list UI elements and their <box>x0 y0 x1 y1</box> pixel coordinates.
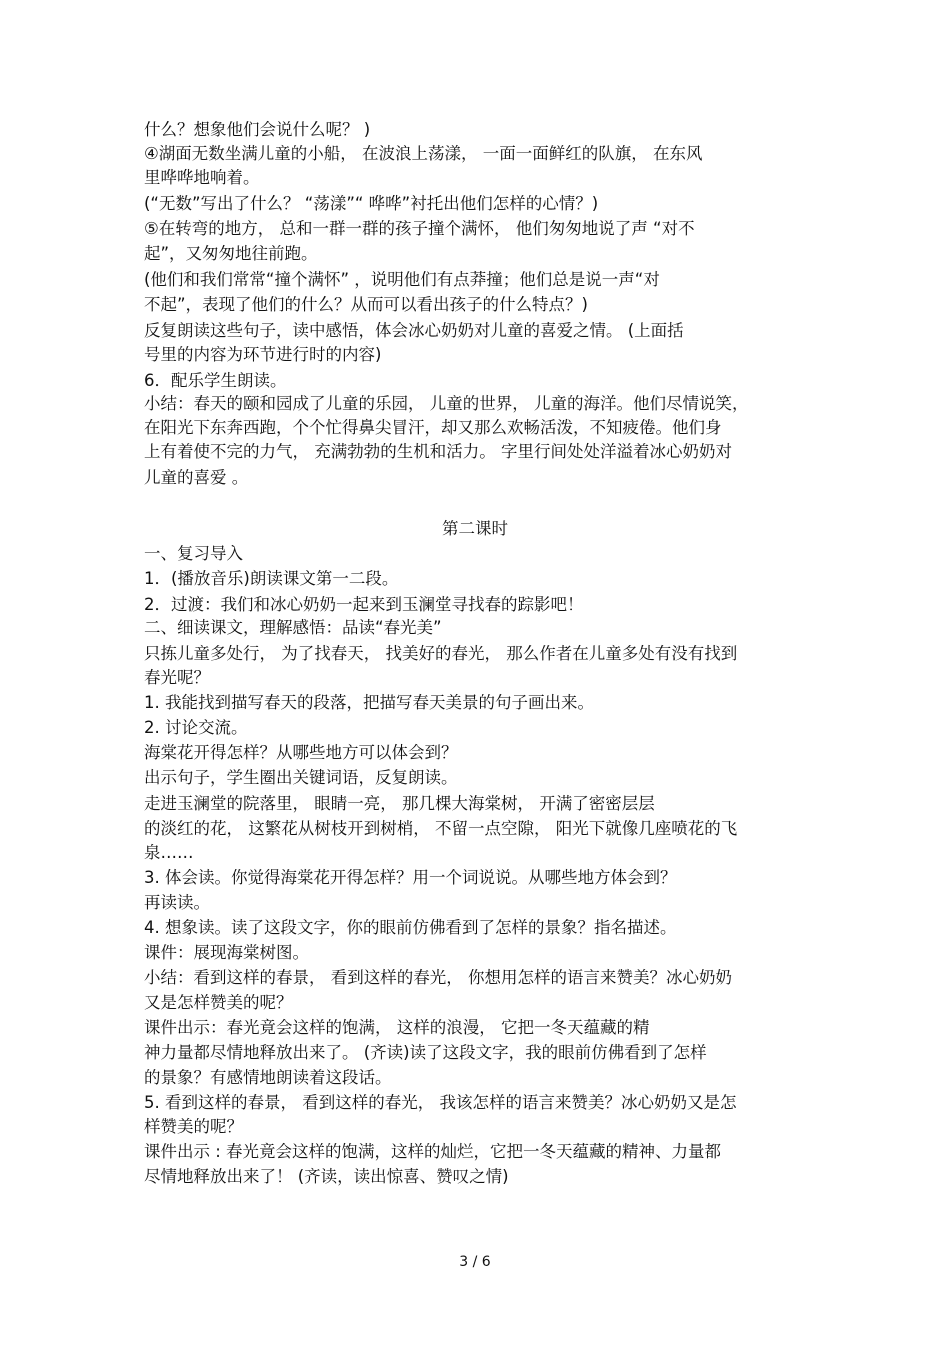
text-line: 4. 想象读。读了这段文字，你的眼前仿佛看到了怎样的景象？指名描述。 <box>144 918 677 937</box>
text-line: 课件出示：春光竟会这样的饱满， 这样的浪漫， 它把一冬天蕴藏的精 <box>144 1018 650 1037</box>
text-line: 尽情地释放出来了！ (齐读，读出惊喜、赞叹之情) <box>144 1167 509 1186</box>
text-line: (“无数”写出了什么？ “荡漾”“ 哗哗”衬托出他们怎样的心情？) <box>144 194 599 213</box>
text-line: 2. 讨论交流。 <box>144 718 248 737</box>
text-line: 什么？想象他们会说什么呢？ ) <box>144 120 371 139</box>
text-line: 春光呢？ <box>144 668 210 687</box>
text-line: 一、复习导入 <box>144 544 243 563</box>
text-line: 的淡红的花， 这繁花从树枝开到树梢， 不留一点空隙， 阳光下就像几座喷花的飞 <box>144 819 738 838</box>
text-line: 起”，又匆匆地往前跑。 <box>144 244 318 263</box>
text-line: 课件出示 : 春光竟会这样的饱满，这样的灿烂，它把一冬天蕴藏的精神、力量都 <box>144 1142 722 1161</box>
text-line: 3. 体会读。你觉得海棠花开得怎样？用一个词说说。从哪些地方体会到？ <box>144 868 677 887</box>
text-line: 海棠花开得怎样？从哪些地方可以体会到？ <box>144 743 458 762</box>
text-line: 神力量都尽情地释放出来了。 (齐读)读了这段文字，我的眼前仿佛看到了怎样 <box>144 1043 707 1062</box>
text-line: 二、细读课文，理解感悟：品读“春光美” <box>144 618 442 637</box>
text-line: 小结：春天的颐和园成了儿童的乐园， 儿童的世界， 儿童的海洋。他们尽情说笑， <box>144 394 749 413</box>
section-title: 第二课时 <box>442 519 508 538</box>
text-line: 小结：看到这样的春景， 看到这样的春光， 你想用怎样的语言来赞美？冰心奶奶 <box>144 968 732 987</box>
text-line: 在阳光下东奔西跑，个个忙得鼻尖冒汗，却又那么欢畅活泼，不知疲倦。他们身 <box>144 418 722 437</box>
text-line: 里哗哗地响着。 <box>144 168 260 187</box>
text-line: ④湖面无数坐满儿童的小船， 在波浪上荡漾， 一面一面鲜红的队旗， 在东风 <box>144 144 703 163</box>
text-line: 走进玉澜堂的院落里， 眼睛一亮， 那几棵大海棠树， 开满了密密层层 <box>144 794 655 813</box>
text-line: 不起”，表现了他们的什么？从而可以看出孩子的什么特点？) <box>144 295 588 314</box>
text-line: 6．配乐学生朗读。 <box>144 371 287 390</box>
page-number: 3 / 6 <box>459 1254 491 1270</box>
text-line: 样赞美的呢？ <box>144 1117 243 1136</box>
text-line: 课件：展现海棠树图。 <box>144 943 309 962</box>
text-line: (他们和我们常常“撞个满怀” ，说明他们有点莽撞；他们总是说一声“对 <box>144 270 660 289</box>
text-line: 出示句子，学生圈出关键词语，反复朗读。 <box>144 768 458 787</box>
text-line: 1. 我能找到描写春天的段落，把描写春天美景的句子画出来。 <box>144 693 594 712</box>
text-line: 5. 看到这样的春景， 看到这样的春光， 我该怎样的语言来赞美？冰心奶奶又是怎 <box>144 1093 737 1112</box>
text-line: 又是怎样赞美的呢？ <box>144 993 293 1012</box>
text-line: 的景象？有感情地朗读着这段话。 <box>144 1068 392 1087</box>
text-line: 反复朗读这些句子，读中感悟，体会冰心奶奶对儿童的喜爱之情。 (上面括 <box>144 321 684 340</box>
text-line: 号里的内容为环节进行时的内容) <box>144 345 382 364</box>
text-line: 再读读。 <box>144 893 210 912</box>
text-line: 只拣儿童多处行， 为了找春天， 找美好的春光， 那么作者在儿童多处有没有找到 <box>144 644 738 663</box>
text-line: ⑤在转弯的地方， 总和一群一群的孩子撞个满怀， 他们匆匆地说了声 “对不 <box>144 219 695 238</box>
text-line: 2．过渡：我们和冰心奶奶一起来到玉澜堂寻找春的踪影吧！ <box>144 595 584 614</box>
text-line: 上有着使不完的力气， 充满勃勃的生机和活力。 字里行间处处洋溢着冰心奶奶对 <box>144 442 732 461</box>
text-line: 1．(播放音乐)朗读课文第一二段。 <box>144 569 399 588</box>
text-line: 泉…… <box>144 843 194 862</box>
text-line: 儿童的喜爱 。 <box>144 468 249 487</box>
